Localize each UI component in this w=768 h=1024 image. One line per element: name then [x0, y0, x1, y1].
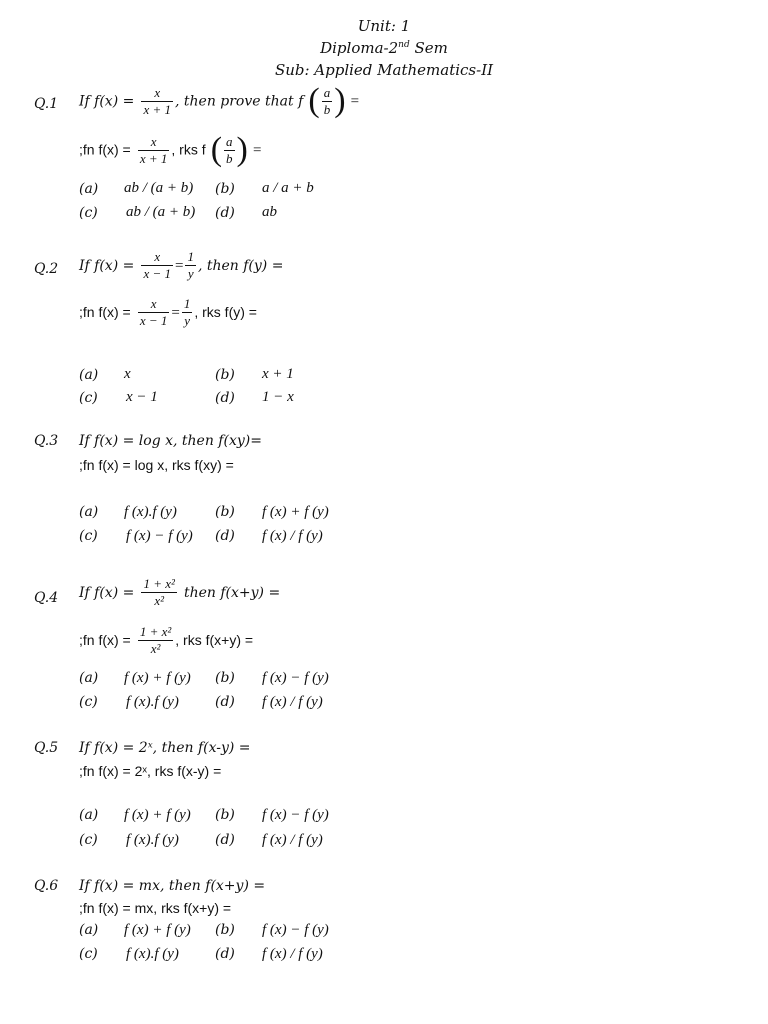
option-label: (c)	[79, 528, 98, 544]
option-label: (c)	[79, 832, 98, 848]
question-1-english	[79, 84, 359, 118]
q1-hi-then: , rks f	[171, 141, 206, 158]
option-text: ab / (a + b)	[124, 180, 194, 196]
question-3-english: If f(x) = log x, then f(xy)=	[79, 433, 262, 449]
option-label: (b)	[215, 922, 235, 938]
option-label: (d)	[215, 205, 235, 221]
q4-if: If f(x) =	[79, 585, 135, 601]
option-label: (b)	[215, 807, 235, 823]
option-label: (d)	[215, 528, 235, 544]
diploma-prefix: Diploma-2	[320, 39, 399, 57]
q1-frac-num: x	[141, 85, 173, 102]
question-number: Q.3	[34, 433, 59, 449]
option-text: f (x) / f (y)	[262, 694, 323, 710]
option-text: f (x).f (y)	[126, 946, 179, 962]
option-label: (b)	[215, 367, 235, 383]
unit-title: Unit: 1	[357, 17, 411, 35]
option-text: f (x) / f (y)	[262, 946, 323, 962]
question-2-hindi	[79, 296, 257, 329]
question-2-english	[79, 249, 283, 282]
diploma-suffix: Sem	[409, 39, 448, 57]
subject-title: Sub: Applied Mathematics-II	[274, 61, 494, 79]
q4-hi-frac-num: 1 + x²	[139, 624, 172, 639]
question-6-english: If f(x) = mx, then f(x+y) =	[79, 878, 266, 894]
option-label: (b)	[215, 181, 235, 197]
q4-frac-den: x²	[154, 593, 164, 608]
option-text: a / a + b	[262, 180, 314, 196]
q1-hi-arg-den: b	[226, 150, 233, 166]
option-text: f (x) − f (y)	[262, 922, 329, 938]
q4-frac-num: 1 + x²	[143, 576, 175, 591]
option-text: f (x) / f (y)	[262, 528, 323, 544]
right-paren: )	[236, 131, 248, 168]
q4-hi-then: , rks f(x+y) =	[175, 632, 254, 648]
q1-arg-den: b	[323, 101, 331, 117]
option-text: 1 − x	[262, 389, 294, 405]
option-label: (d)	[215, 694, 235, 710]
option-label: (c)	[79, 205, 98, 221]
option-label: (a)	[79, 181, 99, 197]
right-paren: )	[334, 82, 346, 119]
q1-arg-fraction	[322, 85, 333, 118]
option-label: (c)	[79, 694, 98, 710]
q1-hi-arg-num: a	[226, 133, 233, 149]
option-text: f (x) − f (y)	[262, 670, 329, 686]
q2-hi-frac-num: x	[138, 296, 170, 313]
left-paren: (	[308, 82, 320, 119]
option-label: (a)	[79, 922, 99, 938]
option-label: (b)	[215, 504, 235, 520]
option-text: f (x) / f (y)	[262, 832, 323, 848]
option-label: (c)	[79, 946, 98, 962]
question-4-hindi	[79, 624, 253, 657]
q1-hi-frac-den: x + 1	[139, 150, 168, 166]
question-1-hindi	[79, 133, 261, 167]
q1-then: , then prove that f	[174, 93, 304, 110]
q2-g-fraction	[185, 249, 196, 282]
option-label: (a)	[79, 807, 99, 823]
question-number: Q.6	[34, 878, 59, 894]
q1-hi-fraction	[138, 134, 170, 167]
option-text: f (x) − f (y)	[262, 807, 329, 823]
q2-then: , then f(y) =	[197, 258, 284, 274]
q2-hi-if: ;fn f(x) =	[79, 304, 131, 320]
question-number: Q.5	[34, 740, 59, 756]
q1-hi-frac-num: x	[138, 134, 170, 151]
q2-hi-fraction	[138, 296, 170, 329]
q1-arg-num: a	[323, 84, 331, 100]
question-4-english	[79, 576, 280, 609]
option-text: x − 1	[126, 389, 158, 405]
option-text: f (x) + f (y)	[124, 670, 191, 686]
q1-fraction	[141, 85, 173, 118]
q2-hi-g-fraction	[182, 296, 193, 329]
q2-g-den: y	[187, 266, 194, 281]
question-number: Q.4	[34, 590, 59, 606]
q2-if: If f(x) =	[79, 258, 135, 274]
option-text: f (x) + f (y)	[124, 922, 191, 938]
option-label: (c)	[79, 390, 98, 406]
question-5-hindi: ;fn f(x) = 2ˣ, rks f(x-y) =	[79, 763, 222, 779]
option-text: f (x).f (y)	[126, 832, 179, 848]
q2-fraction	[141, 249, 173, 282]
option-text: f (x) + f (y)	[262, 504, 329, 520]
option-label: (b)	[215, 670, 235, 686]
q1-hi-arg-fraction	[224, 134, 235, 167]
q2-hi-g-num: 1	[183, 296, 191, 311]
q2-frac-num: x	[141, 249, 173, 266]
q1-frac-den: x + 1	[143, 101, 171, 117]
q2-hi-mid: =	[171, 305, 180, 321]
diploma-sup: nd	[398, 40, 410, 50]
option-text: ab	[262, 204, 277, 220]
question-number: Q.1	[34, 96, 59, 112]
q2-g-num: 1	[187, 249, 194, 264]
question-number: Q.2	[34, 261, 59, 277]
diploma-title	[0, 39, 768, 57]
q1-hi-eq: =	[252, 142, 262, 159]
q2-frac-den: x − 1	[143, 266, 171, 281]
option-label: (a)	[79, 670, 99, 686]
q4-hi-if: ;fn f(x) =	[79, 632, 131, 648]
q4-hi-frac-den: x²	[150, 641, 161, 656]
option-label: (a)	[79, 367, 99, 383]
q2-mid: =	[174, 258, 184, 274]
q2-hi-then: , rks f(y) =	[194, 304, 257, 320]
option-label: (d)	[215, 390, 235, 406]
option-text: f (x) + f (y)	[124, 807, 191, 823]
option-label: (a)	[79, 504, 99, 520]
q4-hi-fraction	[138, 624, 173, 657]
option-label: (d)	[215, 946, 235, 962]
option-text: f (x).f (y)	[124, 504, 177, 520]
q1-eq: =	[350, 93, 360, 110]
question-5-english: If f(x) = 2ˣ, then f(x-y) =	[79, 740, 251, 756]
q4-fraction	[141, 576, 176, 609]
q2-hi-frac-den: x − 1	[139, 313, 168, 328]
q1-hi-if: ;fn f(x) =	[79, 141, 131, 158]
option-text: ab / (a + b)	[126, 204, 196, 220]
option-text: f (x) − f (y)	[126, 528, 193, 544]
option-text: x + 1	[262, 366, 294, 382]
option-text: f (x).f (y)	[126, 694, 179, 710]
q4-then: then f(x+y) =	[183, 585, 281, 601]
question-3-hindi: ;fn f(x) = log x, rks f(xy) =	[79, 457, 234, 473]
q1-if: If f(x) =	[79, 93, 135, 110]
q2-hi-g-den: y	[184, 313, 190, 328]
option-label: (d)	[215, 832, 235, 848]
question-6-hindi: ;fn f(x) = mx, rks f(x+y) =	[79, 900, 232, 916]
option-text: x	[124, 366, 131, 382]
left-paren: (	[210, 131, 223, 168]
